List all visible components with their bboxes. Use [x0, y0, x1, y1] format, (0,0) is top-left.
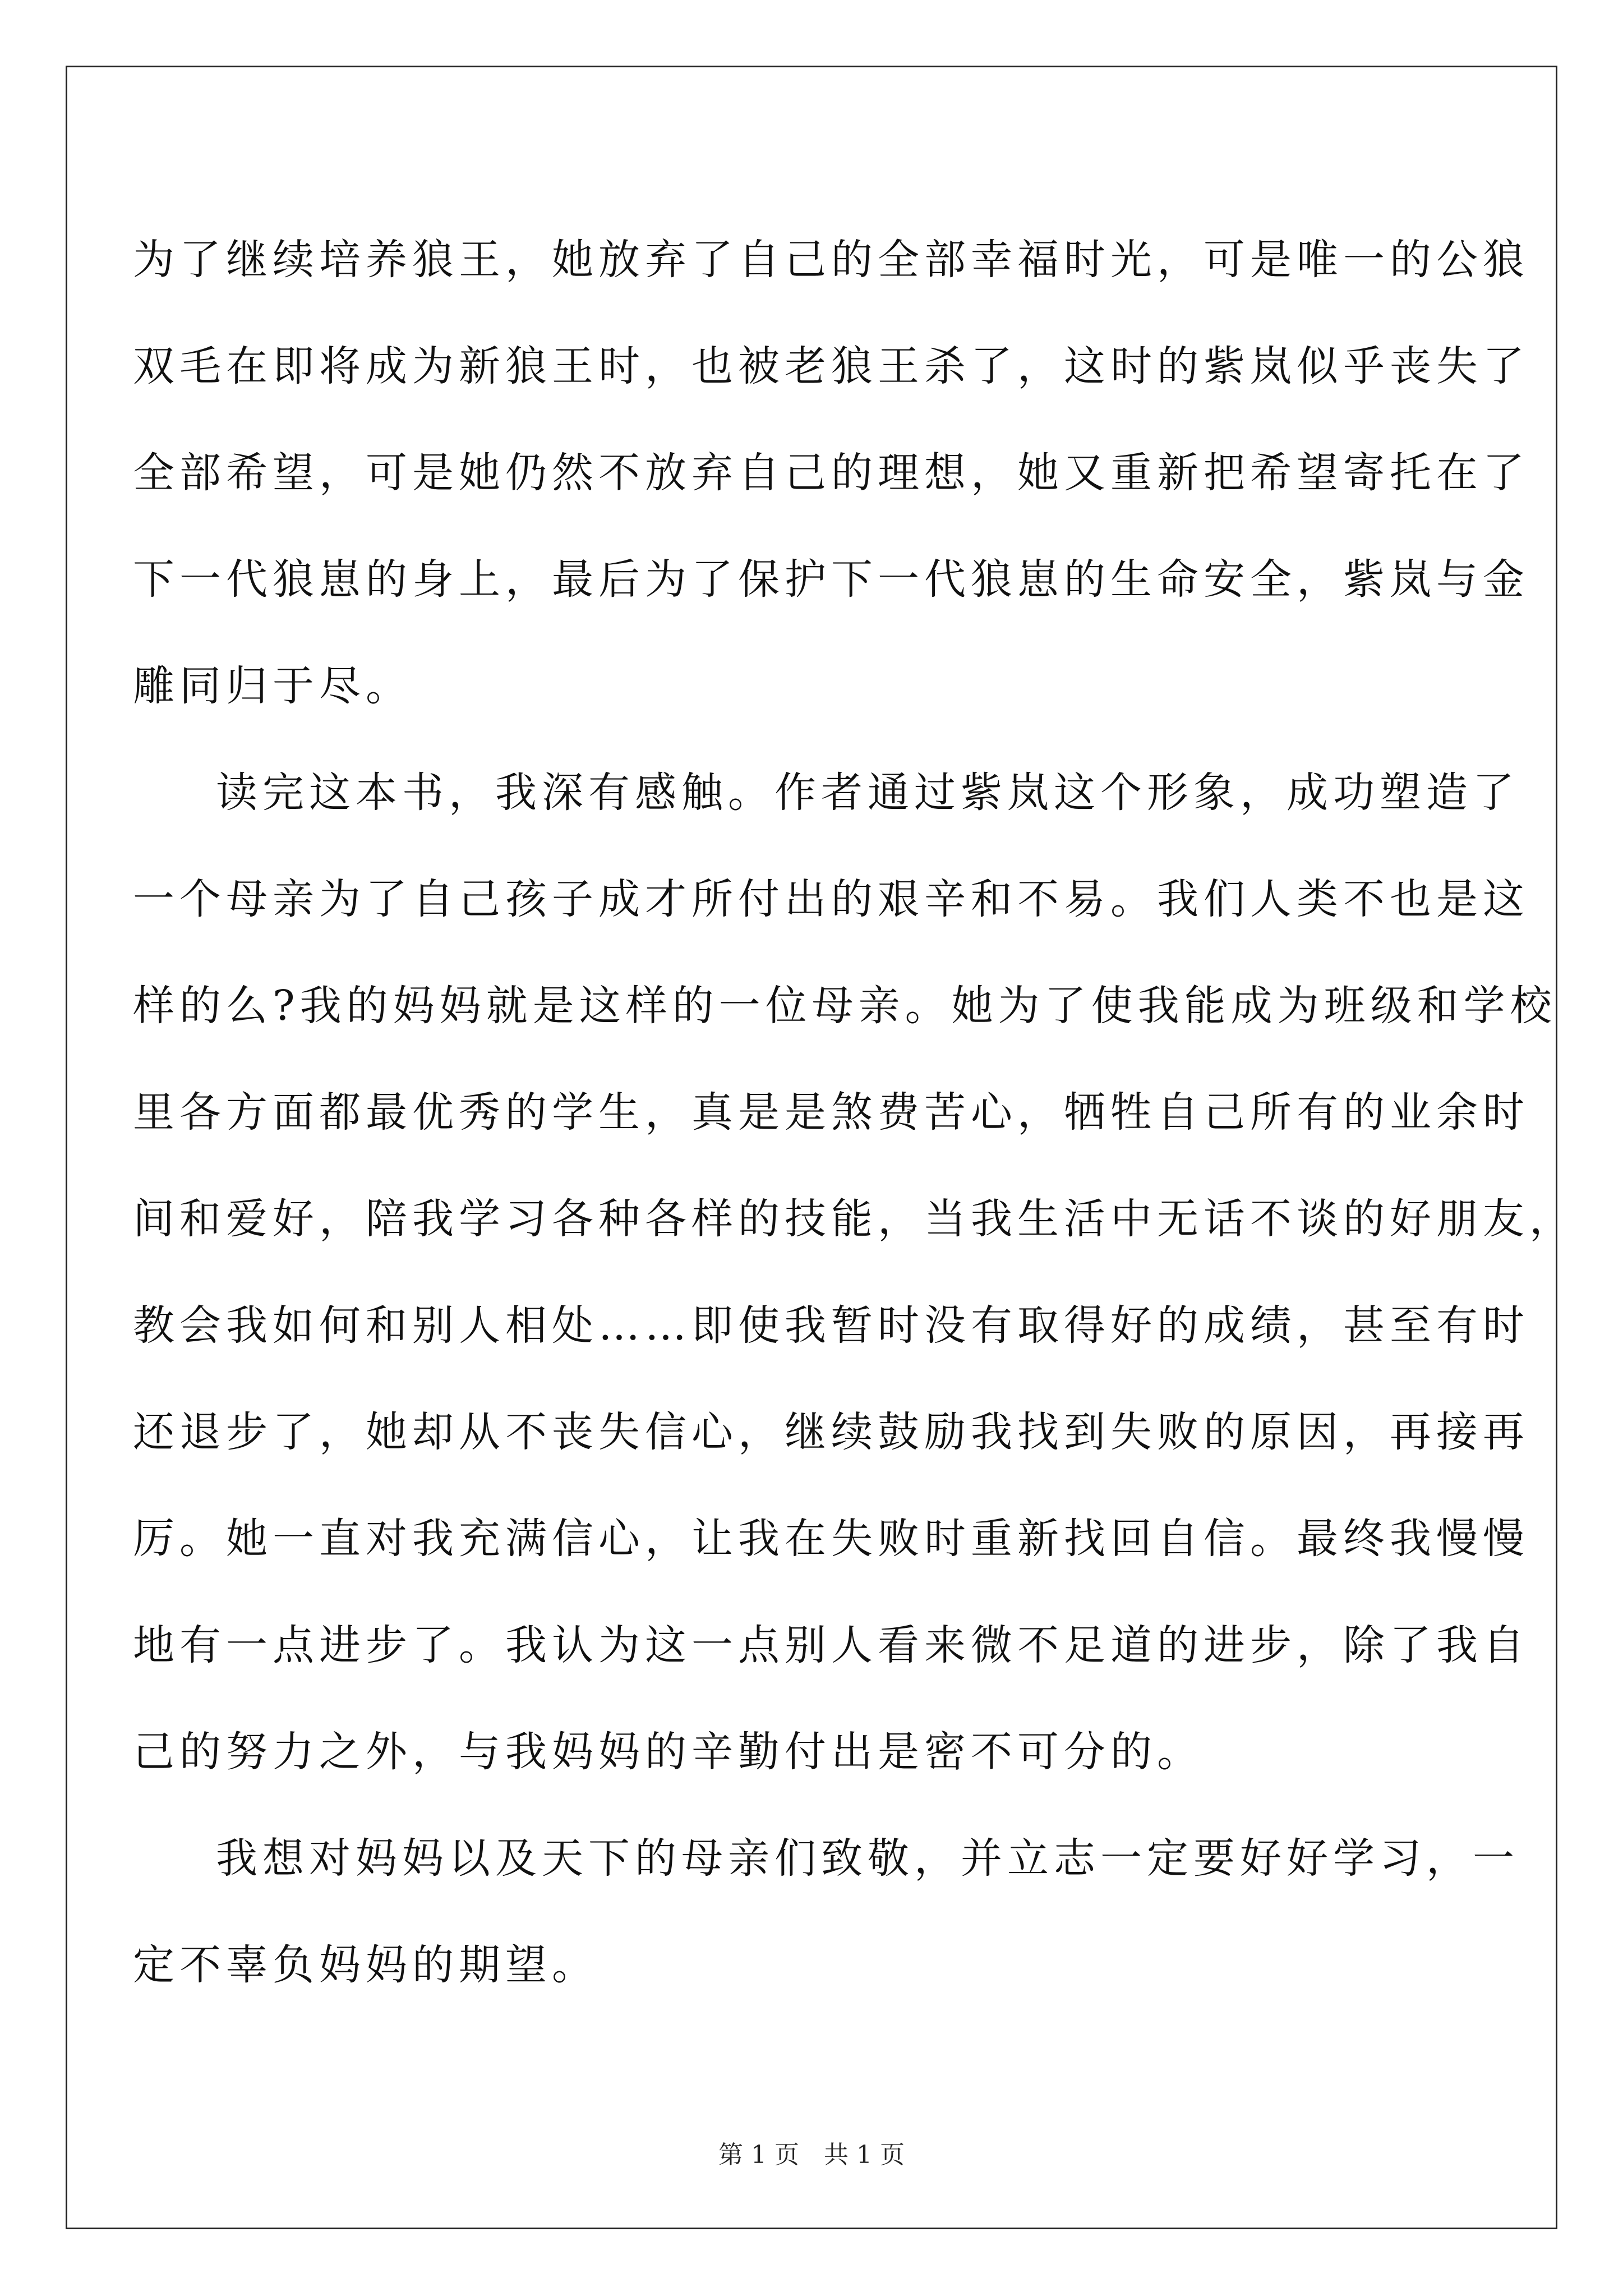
document-body — [133, 206, 1576, 2018]
text-line: 里各方面都最优秀的学生，真是是煞费苦心，牺牲自己所有的业余时 — [133, 1088, 1529, 1137]
text-line: 一个母亲为了自己孩子成才所付出的艰辛和不易。我们人类不也是这 — [133, 875, 1529, 923]
text-line: 为了继续培养狼王，她放弃了自己的全部幸福时光，可是唯一的公狼 — [133, 236, 1529, 284]
text-line: 样的么?我的妈妈就是这样的一位母亲。她为了使我能成为班级和学校 — [133, 982, 1557, 1030]
paragraph-start-line: 我想对妈妈以及天下的母亲们致敬，并立志一定要好好学习，一 — [216, 1834, 1519, 1883]
text-line: 下一代狼崽的身上，最后为了保护下一代狼崽的生命安全，紫岚与金 — [133, 555, 1529, 604]
text-line: 定不辜负妈妈的期望。 — [133, 1941, 598, 1989]
text-line: 雕同归于尽。 — [133, 662, 412, 710]
page-number-footer: 第 1 页 共 1 页 — [718, 2141, 905, 2169]
text-line: 双毛在即将成为新狼王时，也被老狼王杀了，这时的紫岚似乎丧失了 — [133, 342, 1529, 390]
text-line: 己的努力之外，与我妈妈的辛勤付出是密不可分的。 — [133, 1728, 1204, 1776]
text-line: 厉。她一直对我充满信心，让我在失败时重新找回自信。最终我慢慢 — [133, 1515, 1529, 1563]
paragraph-start-line: 读完这本书，我深有感触。作者通过紫岚这个形象，成功塑造了 — [216, 769, 1519, 817]
text-line: 全部希望，可是她仍然不放弃自己的理想，她又重新把希望寄托在了 — [133, 449, 1529, 497]
text-line: 还退步了，她却从不丧失信心，继续鼓励我找到失败的原因，再接再 — [133, 1408, 1529, 1456]
text-line: 教会我如何和别人相处……即使我暂时没有取得好的成绩，甚至有时 — [133, 1301, 1529, 1350]
text-line: 间和爱好，陪我学习各种各样的技能，当我生活中无话不谈的好朋友， — [133, 1195, 1576, 1243]
text-line: 地有一点进步了。我认为这一点别人看来微不足道的进步，除了我自 — [133, 1621, 1529, 1669]
